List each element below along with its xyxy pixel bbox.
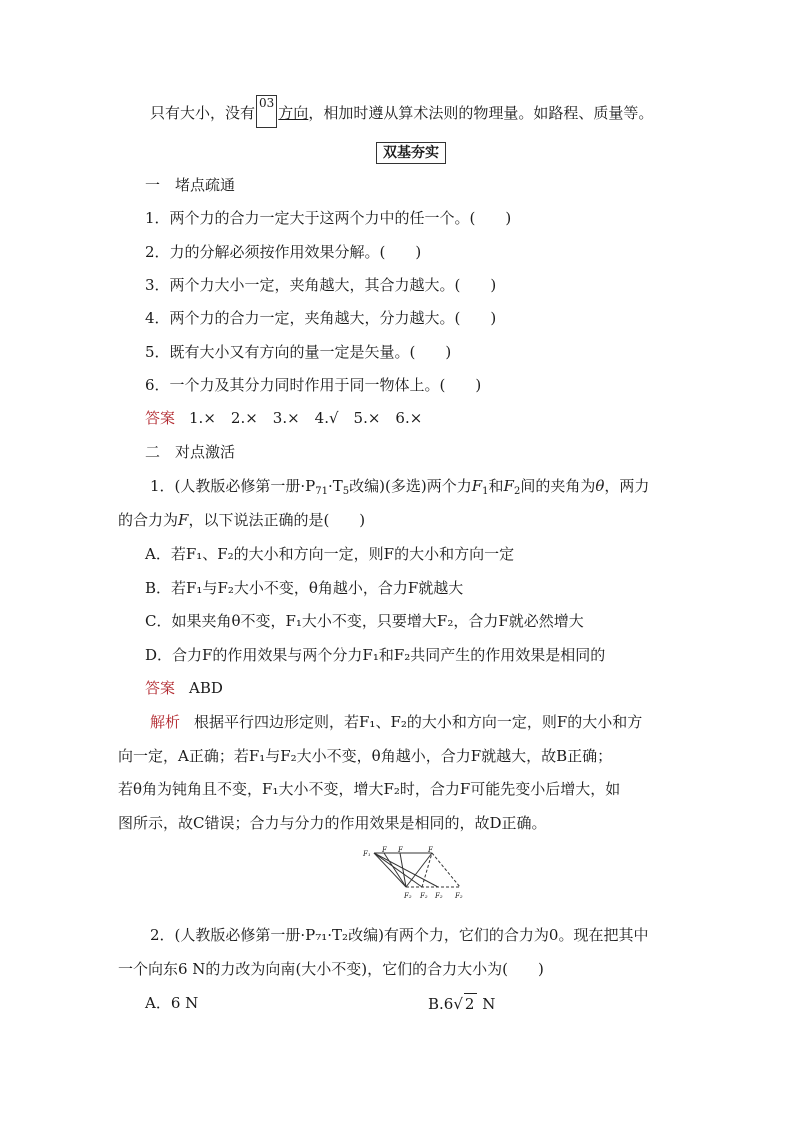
q2-option-b-radicand: 2 [464,993,478,1014]
sqrt-icon: √ [453,995,463,1013]
q1-option-c: C．如果夹角θ不变，F₁大小不变，只要增大F₂，合力F就必然增大 [145,612,584,630]
q1-f2: F [503,477,514,495]
intro-post: ，相加时遵从算术法则的物理量。如路程、质量等。 [308,104,654,122]
q1-analysis-line2: 向一定，A正确；若F₁与F₂大小不变，θ角越小，合力F就越大，故B正确； [118,747,613,765]
diagram-label-f-c: F [428,846,433,854]
section-title: 双基夯实 [376,142,446,164]
diagram-label-f1: F₁ [363,850,371,858]
diagram-label-f2-b: F₂ [420,892,428,900]
q1-page-sub: 71 [315,486,328,497]
q1-stem-e: ，两力 [604,477,650,495]
q1-f1-sub: 1 [482,486,489,497]
q2-line1: 2．(人教版必修第一册·P₇₁·T₂改编)有两个力，它们的合力为0。现在把其中 [150,926,649,944]
q1-option-d: D．合力F的作用效果与两个分力F₁和F₂共同产生的作用效果是相同的 [145,646,606,664]
q2-option-b-post: N [477,995,496,1013]
part1-item-5: 5．既有大小又有方向的量一定是矢量。( ) [145,343,452,361]
answer-label: 答案 [145,409,176,427]
q1-f1: F [471,477,483,495]
intro-underlined: 方向 [278,104,309,122]
part1-item-4: 4．两个力的合力一定，夹角越大，分力越大。( ) [145,309,497,327]
q1-f: F [178,511,189,529]
part1-answer [145,408,422,428]
q1-answer [145,678,223,698]
q1-line2-b: ，以下说法正确的是( ) [188,511,366,529]
diagram-label-f-b: F [398,846,403,854]
q1-stem-line2 [118,510,365,530]
q1-t-sub: 5 [342,486,350,497]
q1-answer-label: 答案 [145,679,176,697]
q1-analysis-line4: 图所示，故C错误；合力与分力的作用效果是相同的，故D正确。 [118,814,547,832]
q1-stem-d: 间的夹角为 [520,477,596,495]
q1-option-b: B．若F₁与F₂大小不变，θ角越小，合力F就越大 [145,579,464,597]
q1-line2-a: 的合力为 [118,511,179,529]
q1-f2-sub: 2 [513,486,521,497]
part1-item-3: 3．两个力大小一定，夹角越大，其合力越大。( ) [145,276,497,294]
part2-heading: 二 对点激活 [145,443,236,461]
diagram-label-f-a: F [382,846,387,854]
diagram-inner-dashed [422,853,432,887]
q1-analysis-line1 [150,712,642,732]
q1-answer-text: ABD [189,679,223,697]
diagram-label-f2-a: F₂ [404,892,412,900]
intro-line [150,96,654,136]
q1-analysis-line3: 若θ角为钝角且不变，F₁大小不变，增大F₂时，合力F可能先变小后增大，如 [118,780,621,798]
analysis-text-1: 根据平行四边形定则，若F₁、F₂的大小和方向一定，则F的大小和方 [194,713,643,731]
q1-and: 和 [488,477,504,495]
part1-item-6: 6．一个力及其分力同时作用于同一物体上。( ) [145,376,482,394]
q2-option-b-pre: B.6 [428,995,454,1013]
analysis-label: 解析 [150,713,181,731]
q1-stem-b: ·T [328,477,343,495]
q1-stem-c: 改编)(多选)两个力 [349,477,472,495]
intro-pre: 只有大小，没有 [150,104,256,122]
diagram-f2-b [374,853,422,887]
q1-option-a: A．若F₁、F₂的大小和方向一定，则F的大小和方向一定 [145,545,515,563]
part1-item-1: 1．两个力的合力一定大于这两个力中的任一个。( ) [145,209,512,227]
diagram-side-dashed [432,853,460,887]
q1-stem-line1 [150,476,649,502]
q2-option-a: A．6 N [145,994,199,1012]
blank-number-box: 03 [256,95,277,128]
part1-heading: 一 堵点疏通 [145,176,236,194]
diagram-label-f2-c: F₂ [435,892,443,900]
part1-item-2: 2．力的分解必须按作用效果分解。( ) [145,243,422,261]
q1-theta: θ [595,477,605,495]
q1-stem-a: 1．(人教版必修第一册·P [150,477,316,495]
q2-line2: 一个向东6 N的力改为向南(大小不变)，它们的合力大小为( ) [118,960,544,978]
force-parallelogram-diagram [362,845,472,905]
diagram-label-f2-d: F₂ [455,892,463,900]
answer-text: 1.× 2.× 3.× 4.√ 5.× 6.× [189,409,423,427]
q2-option-b [428,993,495,1014]
